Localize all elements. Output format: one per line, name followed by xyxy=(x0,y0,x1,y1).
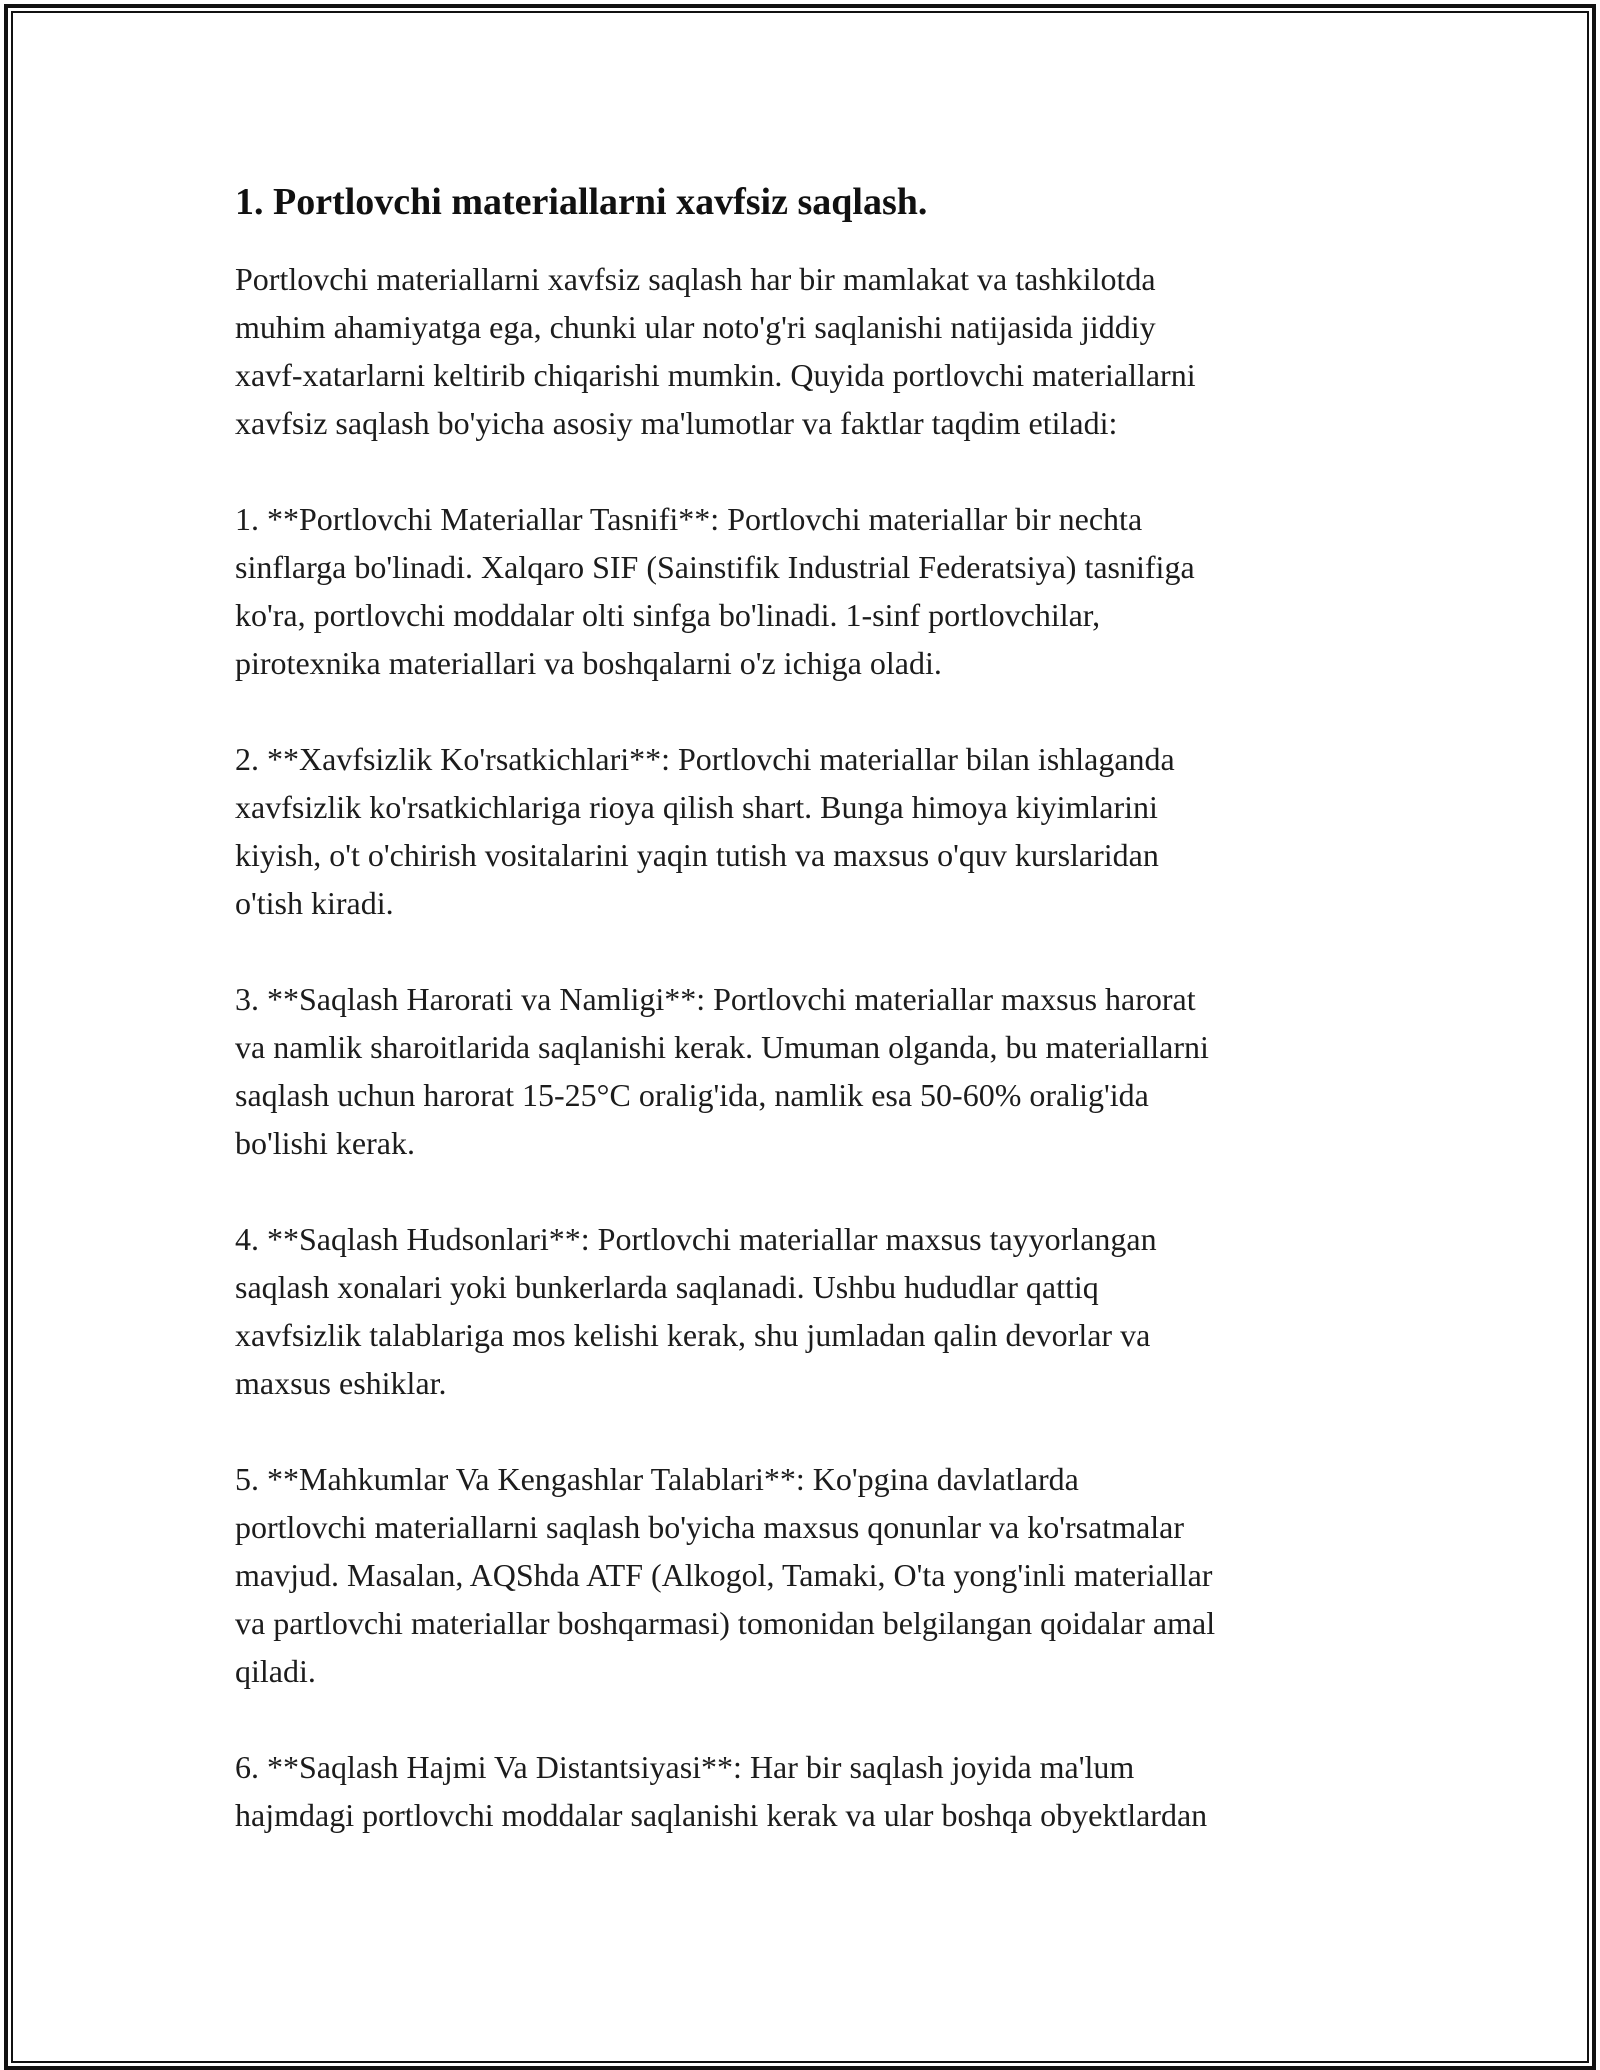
list-item-3: 3. **Saqlash Harorati va Namligi**: Portlovchi materiallar maxsus harorat va namlik sharoitlarida saqlanishi kerak. Umuman olganda, bu materiallarni saqlash uchun harorat 15-25°C oralig'ida, namlik esa 50-60% oralig'ida bo'lishi kerak. xyxy=(235,981,1209,1162)
document-body xyxy=(235,178,1375,1887)
list-item-5: 5. **Mahkumlar Va Kengashlar Talablari**: Ko'pgina davlatlarda portlovchi materiallarni saqlash bo'yicha maxsus qonunlar va ko'rsatmalar mavjud. Masalan, AQShda ATF (Alkogol, Tamaki, O'ta yong'inli materiallar va partlovchi materiallar boshqarmasi) tomonidan belgilangan qoidalar amal qiladi. xyxy=(235,1461,1216,1690)
list-item-1: 1. **Portlovchi Materiallar Tasnifi**: Portlovchi materiallar bir nechta sinflarga bo'linadi. Xalqaro SIF (Sainstifik Industrial Federatsiya) tasnifiga ko'ra, portlovchi moddalar olti sinfga bo'linadi. 1-sinf portlovchilar, pirotexnika materiallari va boshqalarni o'z ichiga oladi. xyxy=(235,501,1195,682)
list-item-2: 2. **Xavfsizlik Ko'rsatkichlari**: Portlovchi materiallar bilan ishlaganda xavfsizlik ko'rsatkichlariga rioya qilish shart. Bunga himoya kiyimlarini kiyish, o't o'chirish vositalarini yaqin tutish va maxsus o'quv kurslaridan o'tish kiradi. xyxy=(235,741,1175,922)
list-item-6: 6. **Saqlash Hajmi Va Distantsiyasi**: Har bir saqlash joyida ma'lum hajmdagi portlovchi moddalar saqlanishi kerak va ular boshqa obyektlardan xyxy=(235,1749,1208,1834)
document-title: 1. Portlovchi materiallarni xavfsiz saqlash. xyxy=(235,181,928,223)
intro-paragraph: Portlovchi materiallarni xavfsiz saqlash har bir mamlakat va tashkilotda muhim ahamiyatga ega, chunki ular noto'g'ri saqlanishi natijasida jiddiy xavf-xatarlarni keltirib chiqarishi mumkin. Quyida portlovchi materiallarni xavfsiz saqlash bo'yicha asosiy ma'lumotlar va faktlar taqdim etiladi: xyxy=(235,261,1196,442)
list-item-4: 4. **Saqlash Hudsonlari**: Portlovchi materiallar maxsus tayyorlangan saqlash xonalari yoki bunkerlarda saqlanadi. Ushbu hududlar qattiq xavfsizlik talablariga mos kelishi kerak, shu jumladan qalin devorlar va maxsus eshiklar. xyxy=(235,1221,1157,1402)
